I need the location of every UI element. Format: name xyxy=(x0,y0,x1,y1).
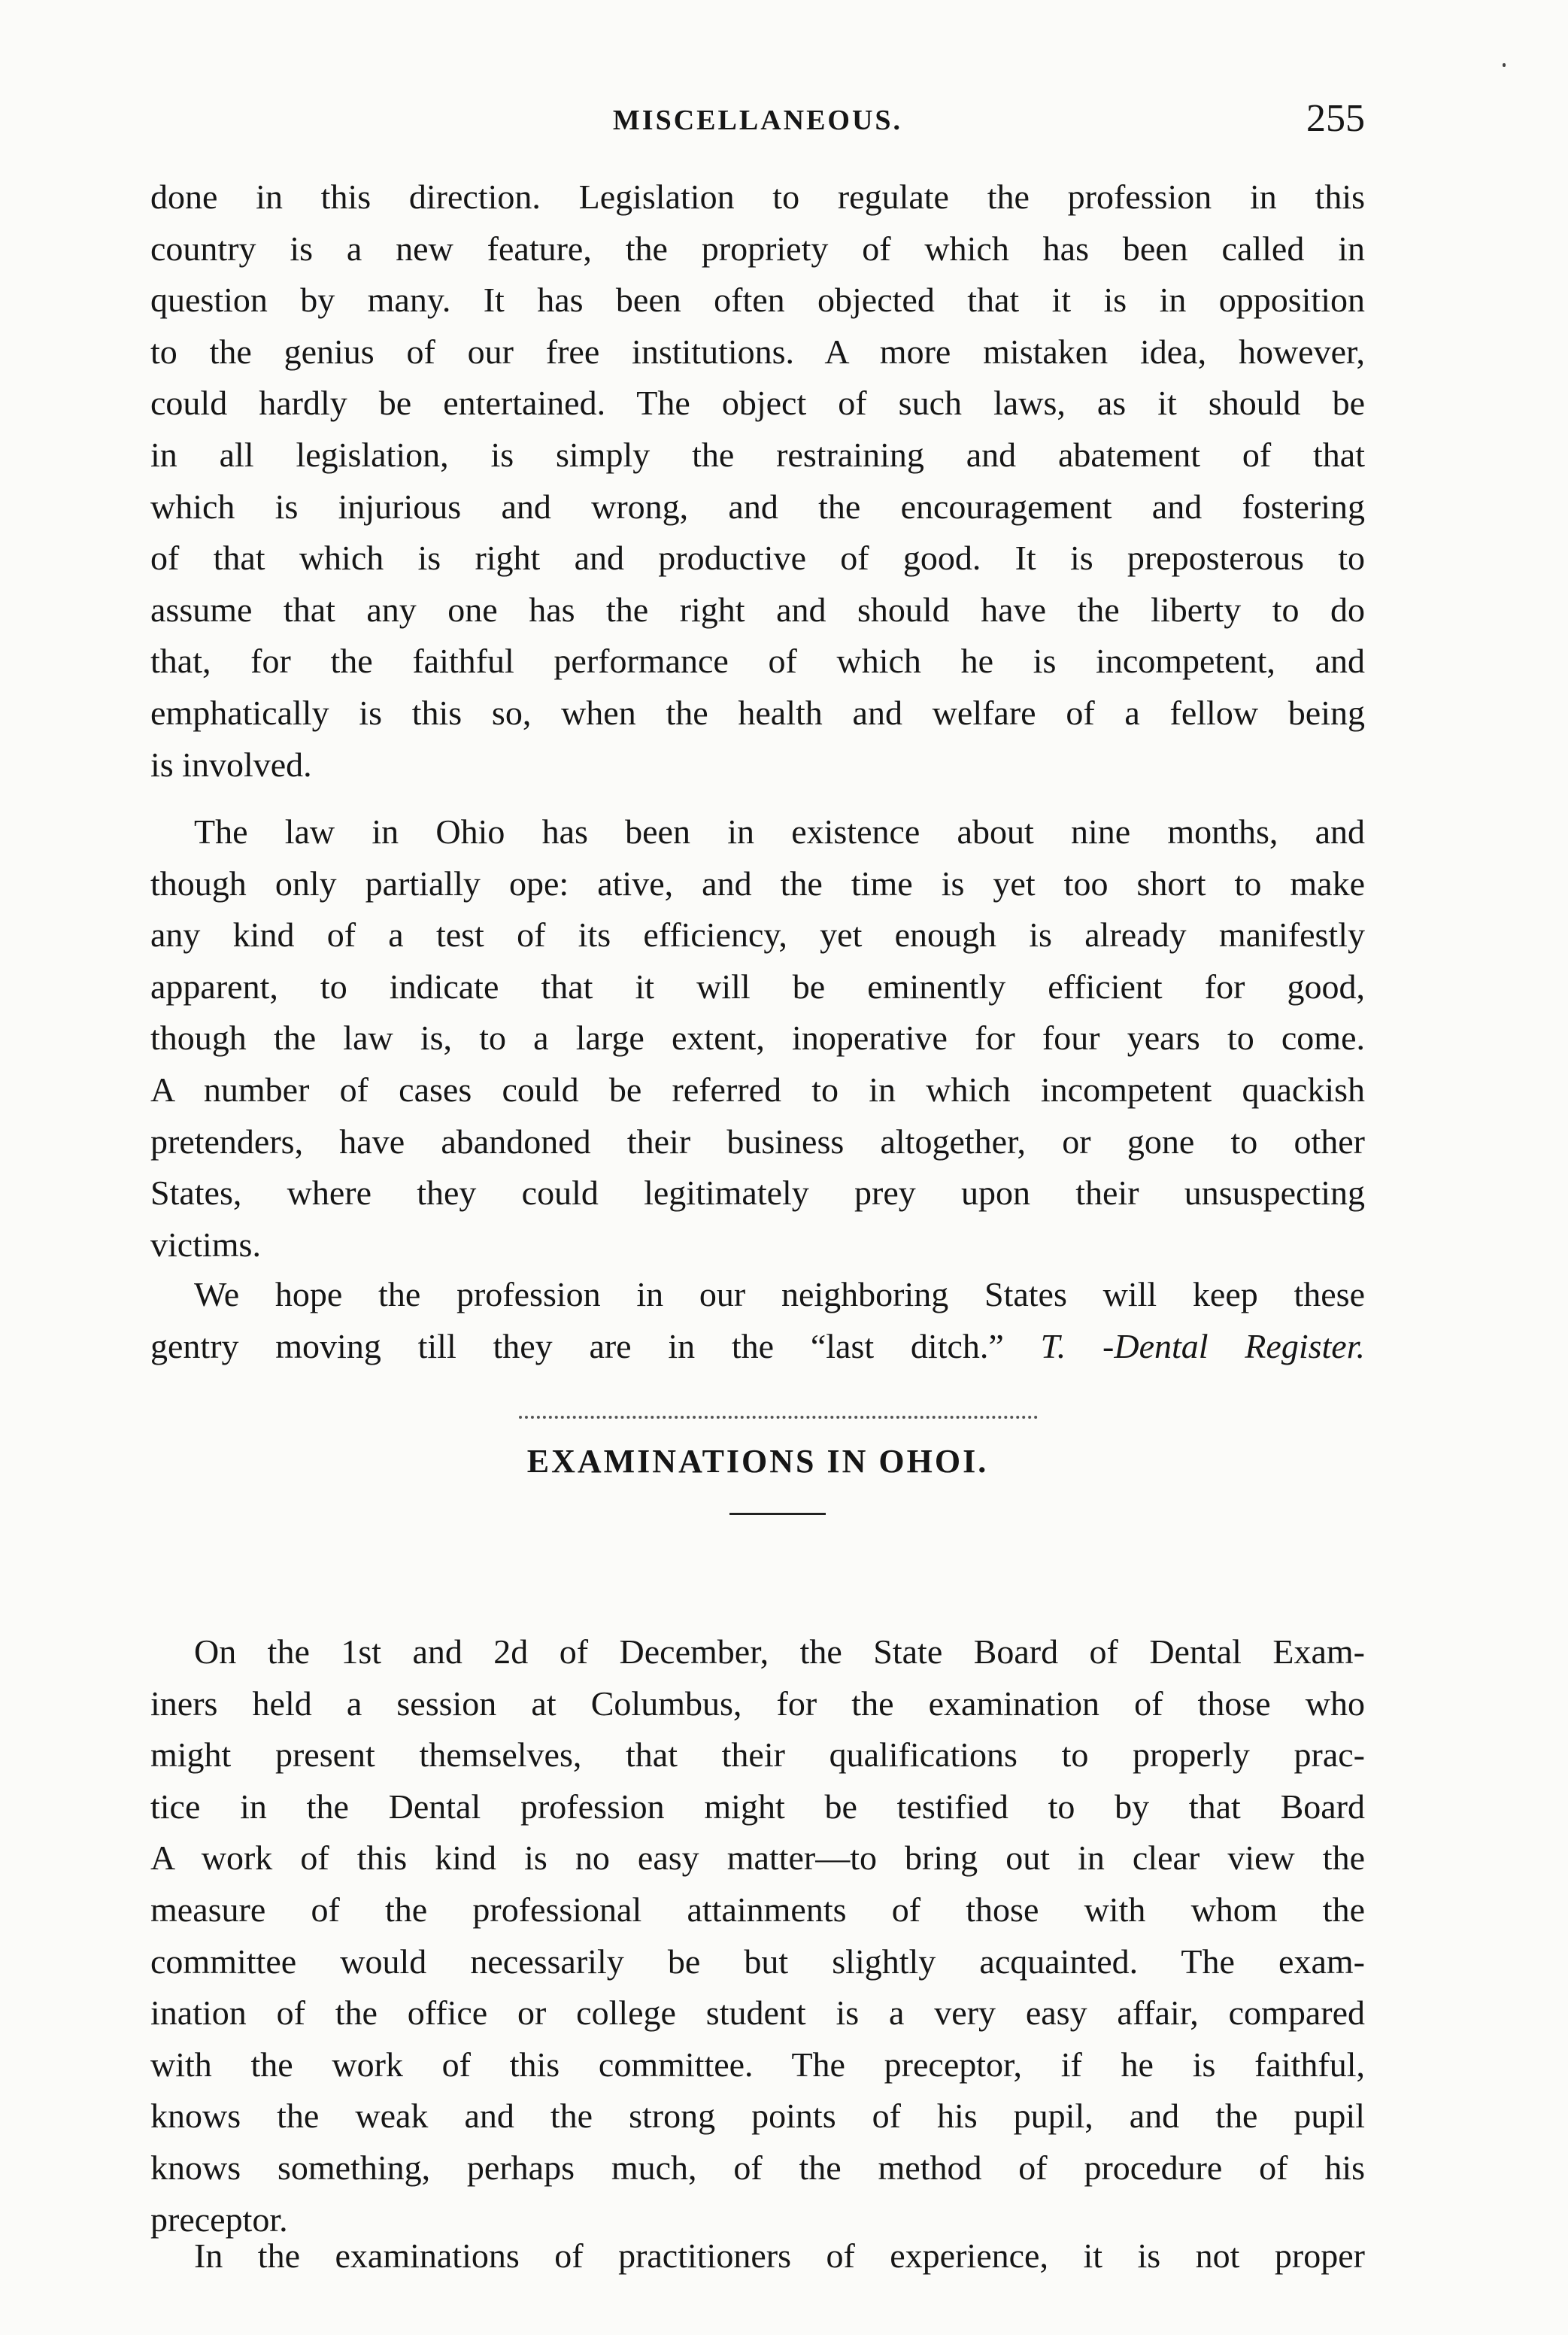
text-line: The law in Ohio has been in existence about nine months, and xyxy=(194,812,1365,851)
text-line: On the 1st and 2d of December, the State Board of Dental Exam- xyxy=(194,1632,1365,1671)
text-line: A number of cases could be referred to in which incompetent quackish xyxy=(150,1070,1365,1109)
text-line: preceptor. xyxy=(150,2200,288,2239)
text-line: though only partially ope: ative, and the time is yet too short to make xyxy=(150,864,1365,903)
text-line: ination of the office or college student is a very easy affair, compared xyxy=(150,1993,1365,2033)
text-line: with the work of this committee. The preceptor, if he is faithful, xyxy=(150,2045,1365,2084)
text-line: A work of this kind is no easy matter—to bring out in clear view the xyxy=(150,1839,1365,1878)
running-title: MISCELLANEOUS. xyxy=(612,105,903,136)
running-head xyxy=(150,96,1365,156)
paragraph-closing xyxy=(150,1269,1365,1372)
text-line: We hope the profession in our neighboring States will keep these xyxy=(194,1275,1365,1313)
text-line: that, for the faithful performance of which he is incompetent, and xyxy=(150,642,1365,681)
page-number: 255 xyxy=(1306,97,1365,140)
heading-underline xyxy=(729,1513,826,1515)
text-line: of that which is right and productive of good. It is preposterous to xyxy=(150,539,1365,578)
text-line: tice in the Dental profession might be testified to by that Board xyxy=(150,1787,1365,1826)
source-attribution: T. -Dental Register. xyxy=(1040,1326,1366,1365)
text-line: though the law is, to a large extent, inoperative for four years to come. xyxy=(150,1019,1365,1058)
text-line: knows the weak and the strong points of his pupil, and the pupil xyxy=(150,2097,1365,2136)
text-line: any kind of a test of its efficiency, yet enough is already manifestly xyxy=(150,915,1365,955)
text-line: committee would necessarily be but slightly acquainted. The exam- xyxy=(150,1942,1365,1981)
text-line: measure of the professional attainments of those with whom the xyxy=(150,1890,1365,1929)
text-line: apparent, to indicate that it will be eminently efficient for good, xyxy=(150,967,1365,1006)
section-divider xyxy=(519,1416,1038,1422)
text-line: in all legislation, is simply the restraining and abatement of that xyxy=(150,435,1365,474)
text-line: question by many. It has been often objected that it is in opposition xyxy=(150,281,1365,320)
text-line: to the genius of our free institutions. A more mistaken idea, however, xyxy=(150,332,1365,371)
paragraph-practitioners xyxy=(150,2230,1365,2282)
text-line: could hardly be entertained. The object of such laws, as it should be xyxy=(150,384,1365,423)
text-line: emphatically is this so, when the health and welfare of a fellow being xyxy=(150,693,1365,732)
text-line: victims. xyxy=(150,1225,261,1264)
text-line: which is injurious and wrong, and the encouragement and fostering xyxy=(150,487,1365,526)
text-line: might present themselves, that their qualifications to properly prac- xyxy=(150,1735,1365,1775)
paragraph-examinations xyxy=(150,1626,1365,2245)
text-line: done in this direction. Legislation to regulate the profession in this xyxy=(150,178,1365,216)
text-line: pretenders, have abandoned their business altogether, or gone to other xyxy=(150,1122,1365,1161)
paragraph-ohio-law xyxy=(150,806,1365,1271)
section-heading: EXAMINATIONS IN OHOI. xyxy=(526,1443,989,1480)
text-fragment: gentry moving till they are in the “last ditch.” xyxy=(150,1326,1004,1365)
text-line: iners held a session at Columbus, for the examination of those who xyxy=(150,1684,1365,1723)
margin-speck xyxy=(1503,63,1506,67)
text-line: is involved. xyxy=(150,745,312,784)
text-line: knows something, perhaps much, of the method of procedure of his xyxy=(150,2148,1365,2187)
text-line: States, where they could legitimately prey upon their unsuspecting xyxy=(150,1174,1365,1213)
text-line: country is a new feature, the propriety of which has been called in xyxy=(150,229,1365,268)
paragraph-continued xyxy=(150,172,1365,791)
text-line: In the examinations of practitioners of experience, it is not proper xyxy=(194,2236,1365,2275)
text-line: assume that any one has the right and should have the liberty to do xyxy=(150,590,1365,629)
text-line-with-source xyxy=(150,1321,1365,1373)
